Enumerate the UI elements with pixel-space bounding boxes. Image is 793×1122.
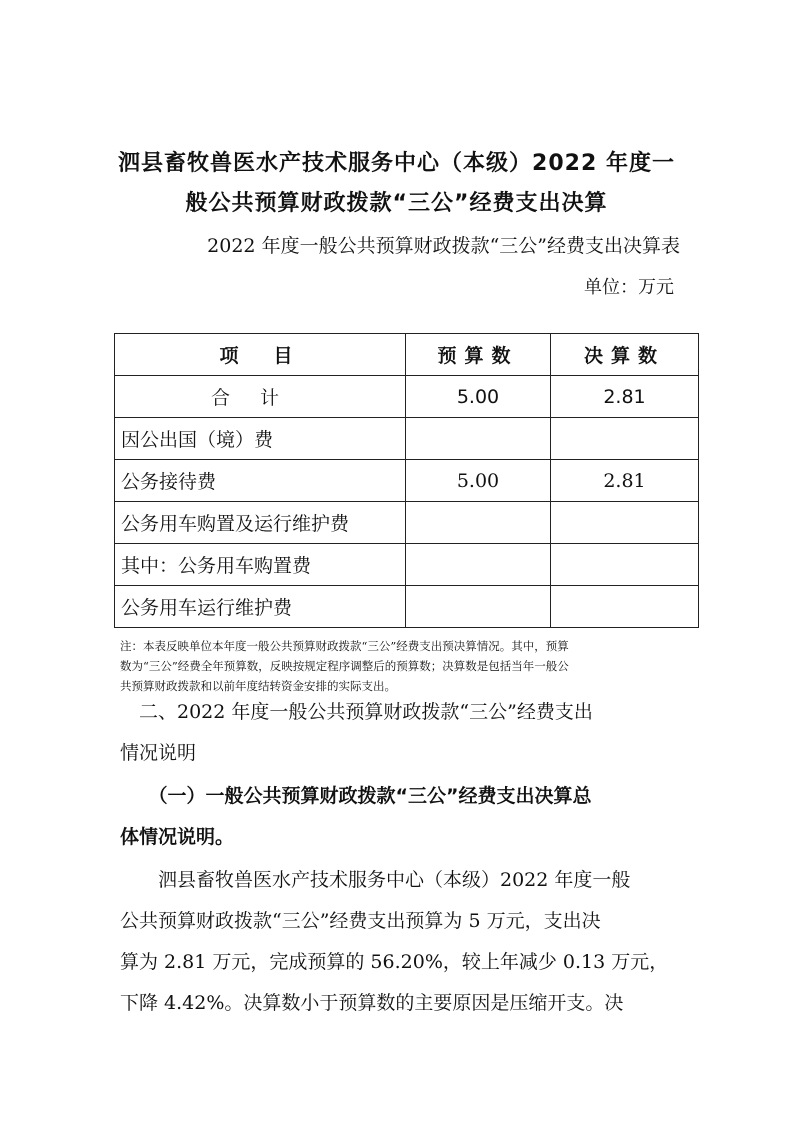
total-final: 2.81 bbox=[551, 376, 699, 418]
section-2-heading-line: 情况说明 bbox=[120, 742, 197, 764]
table-row bbox=[115, 460, 699, 502]
section-2-heading-line: 二、2022 年度一般公共预算财政拨款“三公”经费支出 bbox=[120, 701, 593, 723]
section-2-1-heading bbox=[120, 776, 680, 858]
table-row bbox=[115, 418, 699, 460]
row-final: 2.81 bbox=[551, 460, 699, 502]
row-label-overseas: 因公出国（境）费 bbox=[115, 418, 406, 460]
table-row bbox=[115, 544, 699, 586]
body-line: 公共预算财政拨款“三公”经费支出预算为 5 万元，支出决 bbox=[120, 910, 601, 932]
header-item: 项 目 bbox=[115, 334, 406, 376]
row-budget bbox=[406, 502, 551, 544]
body-line: 泗县畜牧兽医水产技术服务中心（本级）2022 年度一般 bbox=[120, 869, 631, 891]
row-budget bbox=[406, 586, 551, 628]
row-label-reception: 公务接待费 bbox=[115, 460, 406, 502]
note-line: 共预算财政拨款和以前年度结转资金安排的实际支出。 bbox=[120, 679, 396, 693]
row-budget bbox=[406, 544, 551, 586]
table-header-row bbox=[115, 334, 699, 376]
row-final bbox=[551, 502, 699, 544]
row-label-vehicle-maintenance: 公务用车运行维护费 bbox=[115, 586, 406, 628]
section-2-1-heading-line: 体情况说明。 bbox=[120, 826, 235, 848]
row-final bbox=[551, 586, 699, 628]
title-line-1: 泗县畜牧兽医水产技术服务中心（本级）2022 年度一 bbox=[118, 151, 675, 176]
total-budget: 5.00 bbox=[406, 376, 551, 418]
note-line: 注：本表反映单位本年度一般公共预算财政拨款“三公”经费支出预决算情况。其中，预算 bbox=[120, 639, 569, 653]
body-paragraph bbox=[120, 860, 680, 1024]
body-line: 算为 2.81 万元，完成预算的 56.20%，较上年减少 0.13 万元， bbox=[120, 951, 669, 973]
row-budget: 5.00 bbox=[406, 460, 551, 502]
row-final bbox=[551, 544, 699, 586]
table-subtitle: 2022 年度一般公共预算财政拨款“三公”经费支出决算表 bbox=[207, 235, 680, 257]
header-final: 决算数 bbox=[551, 334, 699, 376]
total-label: 合计 bbox=[115, 376, 406, 418]
table-row bbox=[115, 586, 699, 628]
title-line-2: 般公共预算财政拨款“三公”经费支出决算 bbox=[185, 191, 608, 216]
body-line: 下降 4.42%。决算数小于预算数的主要原因是压缩开支。决 bbox=[120, 992, 624, 1014]
section-2-1-heading-line: （一）一般公共预算财政拨款“三公”经费支出决算总 bbox=[120, 785, 592, 807]
table-note bbox=[120, 636, 680, 696]
row-label-vehicle-purchase: 其中：公务用车购置费 bbox=[115, 544, 406, 586]
table-row bbox=[115, 502, 699, 544]
budget-table bbox=[114, 333, 699, 628]
row-budget bbox=[406, 418, 551, 460]
header-budget: 预算数 bbox=[406, 334, 551, 376]
row-final bbox=[551, 418, 699, 460]
table-row-total bbox=[115, 376, 699, 418]
section-2-heading bbox=[120, 692, 680, 774]
row-label-vehicles: 公务用车购置及运行维护费 bbox=[115, 502, 406, 544]
note-line: 数为“三公”经费全年预算数，反映按规定程序调整后的预算数；决算数是包括当年一般公 bbox=[120, 659, 569, 673]
unit-label: 单位：万元 bbox=[584, 277, 674, 298]
